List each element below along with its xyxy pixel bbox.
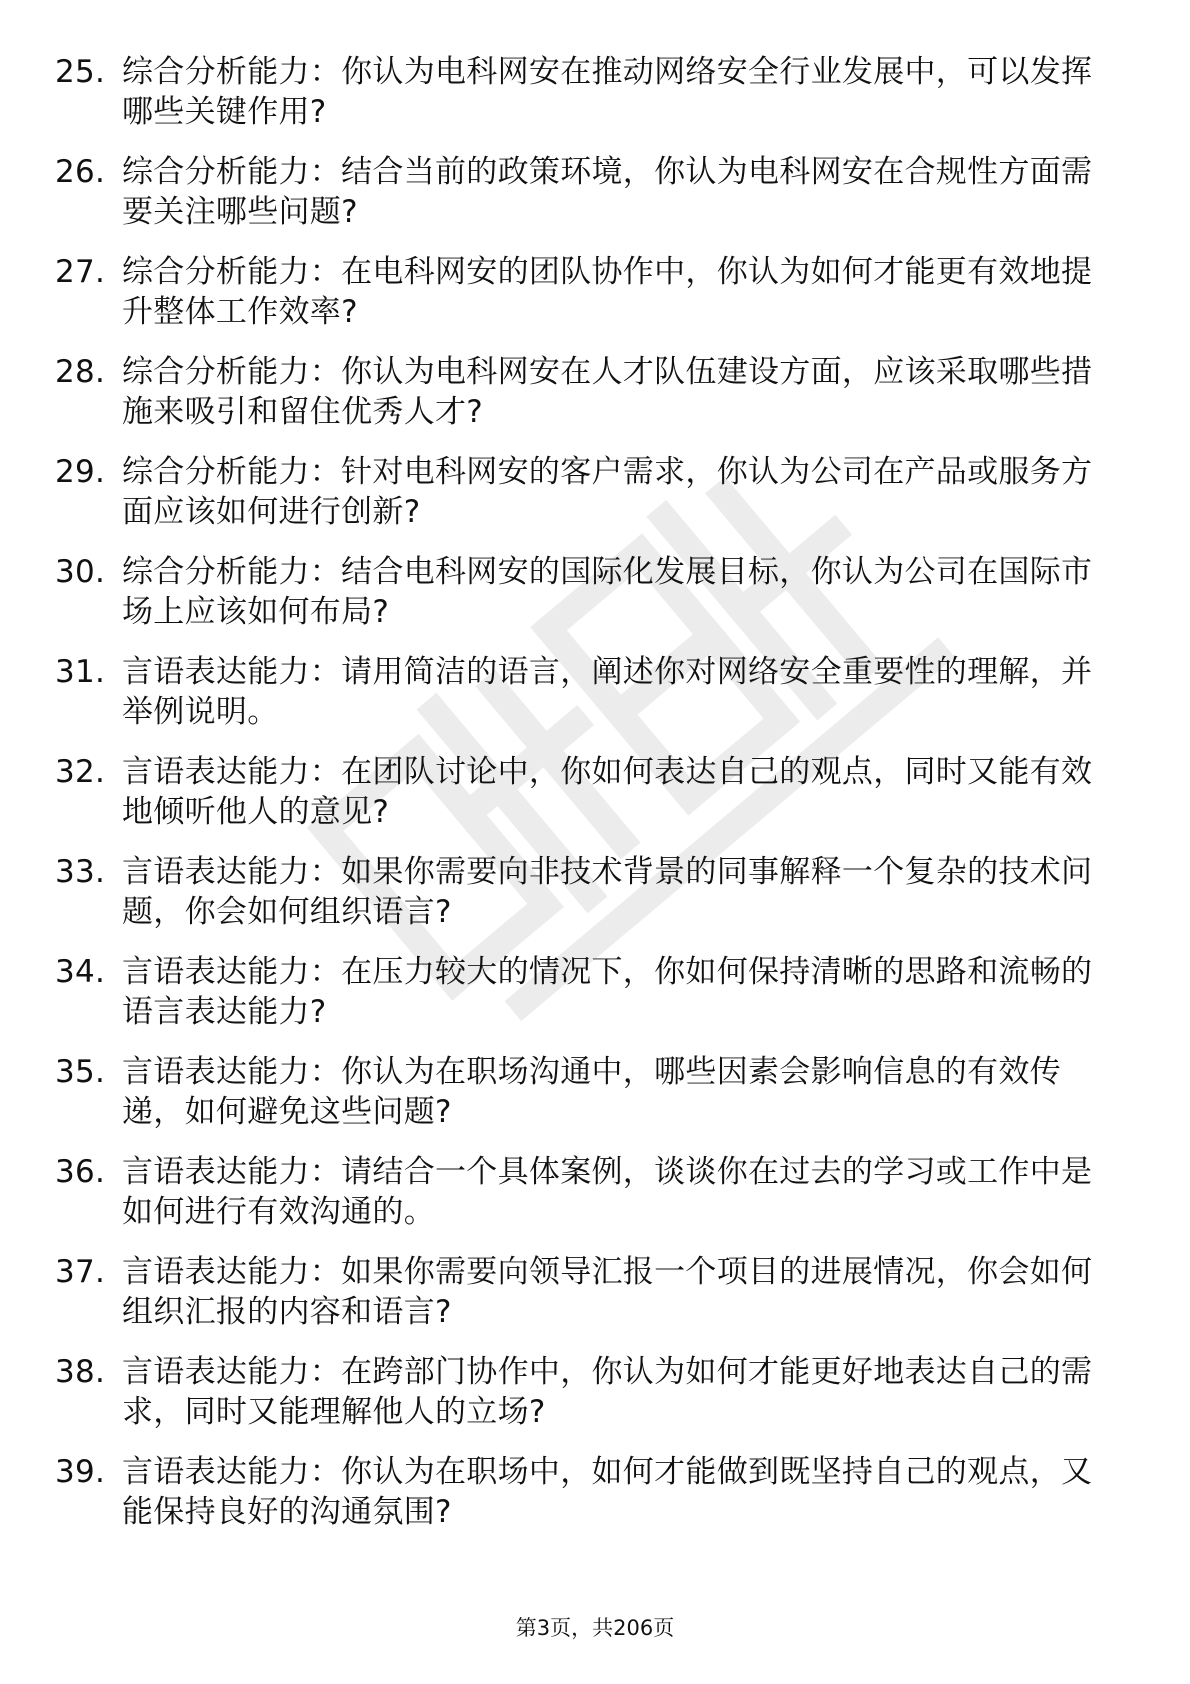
question-item (55, 352, 1115, 432)
question-text: 综合分析能力：在电科网安的团队协作中，你认为如何才能更有效地提升整体工作效率? (122, 254, 1093, 330)
question-item (55, 1052, 1115, 1132)
question-item (55, 252, 1115, 332)
question-number: 32. (55, 754, 106, 790)
question-number: 33. (55, 854, 106, 890)
question-number: 37. (55, 1254, 106, 1290)
question-text: 言语表达能力：在跨部门协作中，你认为如何才能更好地表达自己的需求，同时又能理解他人的立场? (122, 1354, 1093, 1430)
question-number: 34. (55, 954, 106, 990)
question-text: 言语表达能力：你认为在职场沟通中，哪些因素会影响信息的有效传递，如何避免这些问题? (122, 1054, 1061, 1130)
question-number: 28. (55, 354, 106, 390)
question-item (55, 652, 1115, 732)
question-text: 言语表达能力：如果你需要向领导汇报一个项目的进展情况，你会如何组织汇报的内容和语言? (122, 1254, 1093, 1330)
question-item (55, 1252, 1115, 1332)
question-text: 综合分析能力：结合电科网安的国际化发展目标，你认为公司在国际市场上应该如何布局? (122, 554, 1093, 630)
question-list (55, 52, 1115, 1552)
question-item (55, 752, 1115, 832)
question-number: 30. (55, 554, 106, 590)
question-item (55, 52, 1115, 132)
question-number: 39. (55, 1454, 106, 1490)
question-text: 综合分析能力：你认为电科网安在人才队伍建设方面，应该采取哪些措施来吸引和留住优秀人才? (122, 354, 1093, 430)
question-item (55, 452, 1115, 532)
question-text: 综合分析能力：针对电科网安的客户需求，你认为公司在产品或服务方面应该如何进行创新? (122, 454, 1093, 530)
question-number: 36. (55, 1154, 106, 1190)
question-item (55, 1352, 1115, 1432)
question-text: 综合分析能力：结合当前的政策环境，你认为电科网安在合规性方面需要关注哪些问题? (122, 154, 1093, 230)
question-number: 35. (55, 1054, 106, 1090)
question-item (55, 852, 1115, 932)
question-item (55, 1152, 1115, 1232)
question-item (55, 1452, 1115, 1532)
question-item (55, 552, 1115, 632)
question-number: 31. (55, 654, 106, 690)
question-number: 27. (55, 254, 106, 290)
page-number-footer: 第3页，共206页 (515, 1616, 675, 1640)
question-number: 29. (55, 454, 106, 490)
question-item (55, 152, 1115, 232)
question-text: 言语表达能力：请结合一个具体案例，谈谈你在过去的学习或工作中是如何进行有效沟通的。 (122, 1154, 1093, 1230)
question-number: 38. (55, 1354, 106, 1390)
question-text: 言语表达能力：在团队讨论中，你如何表达自己的观点，同时又能有效地倾听他人的意见? (122, 754, 1093, 830)
question-item (55, 952, 1115, 1032)
question-text: 言语表达能力：如果你需要向非技术背景的同事解释一个复杂的技术问题，你会如何组织语言? (122, 854, 1093, 930)
question-text: 综合分析能力：你认为电科网安在推动网络安全行业发展中，可以发挥哪些关键作用? (122, 54, 1093, 130)
question-number: 25. (55, 54, 106, 90)
question-text: 言语表达能力：在压力较大的情况下，你如何保持清晰的思路和流畅的语言表达能力? (122, 954, 1093, 1030)
question-number: 26. (55, 154, 106, 190)
question-text: 言语表达能力：请用简洁的语言，阐述你对网络安全重要性的理解，并举例说明。 (122, 654, 1093, 730)
question-text: 言语表达能力：你认为在职场中，如何才能做到既坚持自己的观点，又能保持良好的沟通氛围? (122, 1454, 1093, 1530)
